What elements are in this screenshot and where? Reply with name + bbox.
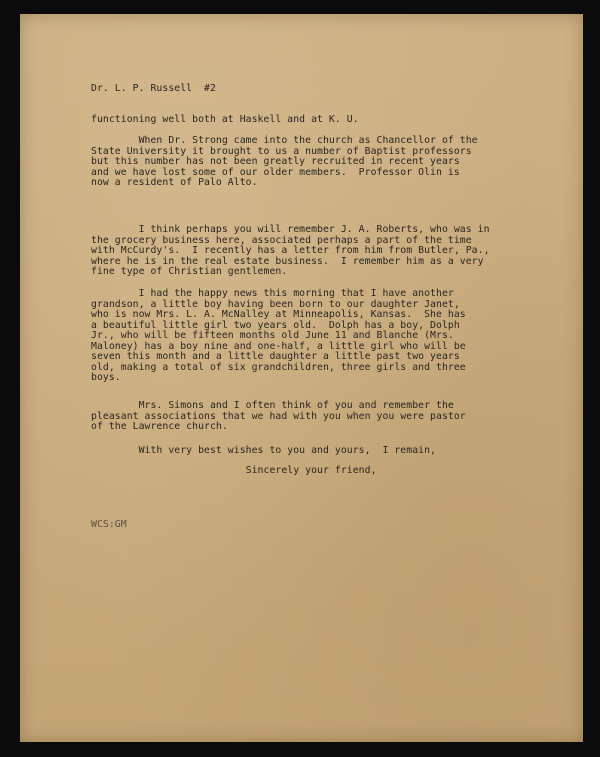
paragraph-roberts: I think perhaps you will remember J. A. Roberts, who was in the grocery business here, associated perhaps a part of the time with McCurdy's. I recently has a letter from him from Butler, Pa., where he is in the real estate business. I remember him as a very fine type of Christian gentlemen. (91, 224, 490, 277)
paragraph-associations: Mrs. Simons and I often think of you and remember the pleasant associations that we had with you when you were pastor of the Lawrence church. (91, 400, 466, 432)
valediction: Sincerely your friend, (91, 465, 377, 476)
paragraph-grandson: I had the happy news this morning that I have another grandson, a little boy having been born to our daughter Janet, who is now Mrs. L. A. McNalley at Minneapolis, Kansas. She has a beautiful little girl two years old. Dolph has a boy, Dolph Jr., who will be fifteen months old June 11 and Blanche (Mrs. Maloney) has a boy nine and one-half, a little girl who will be seven this month and a little daughter a little past two years old, making a total of six grandchildren, three girls and three boys. (91, 288, 466, 383)
typist-initials: WCS:GM (91, 519, 127, 530)
letter-header: Dr. L. P. Russell #2 (91, 83, 216, 94)
closing-line: With very best wishes to you and yours, I remain, (91, 445, 436, 456)
opening-line: functioning well both at Haskell and at K. U. (91, 114, 359, 125)
paragraph-chancellor: When Dr. Strong came into the church as Chancellor of the State University it brought to us a number of Baptist professors but this number has not been greatly recruited in recent years and we have lost some of our older members. Professor Olin is now a resident of Palo Alto. (91, 135, 478, 188)
